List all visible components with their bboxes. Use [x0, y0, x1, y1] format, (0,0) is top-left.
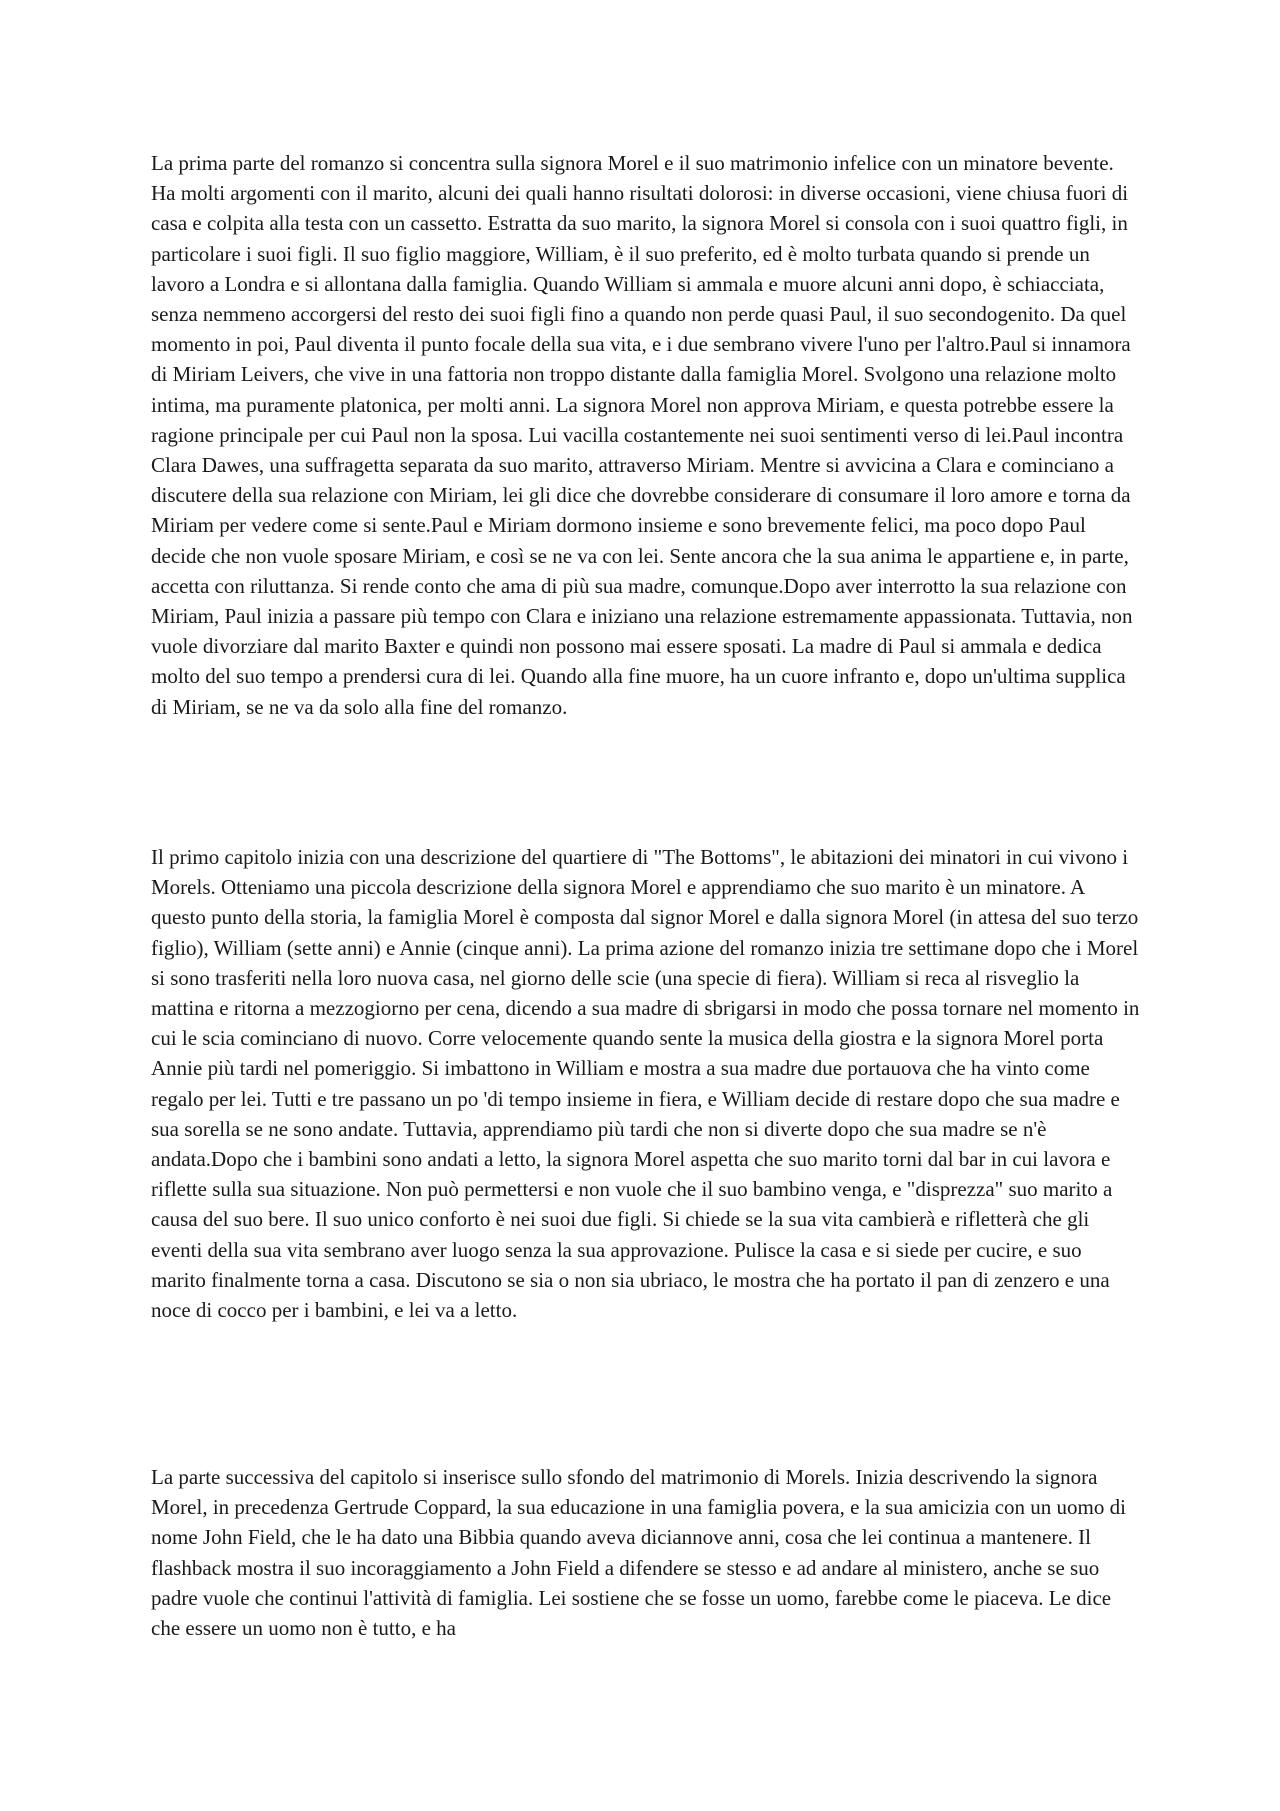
paragraph-summary: La prima parte del romanzo si concentra sulla signora Morel e il suo matrimonio infelice con un minatore bevente. Ha molti argomenti con il marito, alcuni dei quali hanno risultati dolorosi: in diverse occasioni, viene chiusa fuori di casa e colpita alla testa con un cassetto. Estratta da suo marito, la signora Morel si consola con i suoi quattro figli, in particolare i suoi figli. Il suo figlio maggiore, William, è il suo preferito, ed è molto turbata quando si prende un lavoro a Londra e si allontana dalla famiglia. Quando William si ammala e muore alcuni anni dopo, è schiacciata, senza nemmeno accorgersi del resto dei suoi figli fino a quando non perde quasi Paul, il suo secondogenito. Da quel momento in poi, Paul diventa il punto focale della sua vita, e i due sembrano vivere l'uno per l'altro.Paul si innamora di Miriam Leivers, che vive in una fattoria non troppo distante dalla famiglia Morel. Svolgono una relazione molto intima, ma puramente platonica, per molti anni. La signora Morel non approva Miriam, e questa potrebbe essere la ragione principale per cui Paul non la sposa. Lui vacilla costantemente nei suoi sentimenti verso di lei.Paul incontra Clara Dawes, una suffragetta separata da suo marito, attraverso Miriam. Mentre si avvicina a Clara e cominciano a discutere della sua relazione con Miriam, lei gli dice che dovrebbe considerare di consumare il loro amore e torna da Miriam per vedere come si sente.Paul e Miriam dormono insieme e sono brevemente felici, ma poco dopo Paul decide che non vuole sposare Miriam, e così se ne va con lei. Sente ancora che la sua anima le appartiene e, in parte, accetta con riluttanza. Si rende conto che ama di più sua madre, comunque.Dopo aver interrotto la sua relazione con Miriam, Paul inizia a passare più tempo con Clara e iniziano una relazione estremamente appassionata. Tuttavia, non vuole divorziare dal marito Baxter e quindi non possono mai essere sposati. La madre di Paul si ammala e dedica molto del suo tempo a prendersi cura di lei. Quando alla fine muore, ha un cuore infranto e, dopo un'ultima supplica di Miriam, se ne va da solo alla fine del romanzo.	[151, 151, 1133, 719]
paragraph-marriage-background: La parte successiva del capitolo si inserisce sullo sfondo del matrimonio di Morels. Inizia descrivendo la signora Morel, in precedenza Gertrude Coppard, la sua educazione in una famiglia povera, e la sua amicizia con un uomo di nome John Field, che le ha dato una Bibbia quando aveva diciannove anni, cosa che lei continua a mantenere. Il flashback mostra il suo incoraggiamento a John Field a difendere se stesso e ad andare al ministero, anche se suo padre vuole che continui l'attività di famiglia. Lei sostiene che se fosse un uomo, farebbe come le piaceva. Le dice che essere un uomo non è tutto, e ha	[151, 1465, 1126, 1641]
paragraph-first-chapter: Il primo capitolo inizia con una descrizione del quartiere di "The Bottoms", le abitazioni dei minatori in cui vivono i Morels. Otteniamo una piccola descrizione della signora Morel e apprendiamo che suo marito è un minatore. A questo punto della storia, la famiglia Morel è composta dal signor Morel e dalla signora Morel (in attesa del suo terzo figlio), William (sette anni) e Annie (cinque anni). La prima azione del romanzo inizia tre settimane dopo che i Morel si sono trasferiti nella loro nuova casa, nel giorno delle scie (una specie di fiera). William si reca al risveglio la mattina e ritorna a mezzogiorno per cena, dicendo a sua madre di sbrigarsi in modo che possa tornare nel momento in cui le scia cominciano di nuovo. Corre velocemente quando sente la musica della giostra e la signora Morel porta Annie più tardi nel pomeriggio. Si imbattono in William e mostra a sua madre due portauova che ha vinto come regalo per lei. Tutti e tre passano un po 'di tempo insieme in fiera, e William decide di restare dopo che sua madre e sua sorella se ne sono andate. Tuttavia, apprendiamo più tardi che non si diverte dopo che sua madre se n'è andata.Dopo che i bambini sono andati a letto, la signora Morel aspetta che suo marito torni dal bar in cui lavora e riflette sulla sua situazione. Non può permettersi e non vuole che il suo bambino venga, e "disprezza" suo marito a causa del suo bere. Il suo unico conforto è nei suoi due figli. Si chiede se la sua vita cambierà e rifletterà che gli eventi della sua vita sembrano aver luogo senza la sua approvazione. Pulisce la casa e si siede per cucire, e suo marito finalmente torna a casa. Discutono se sia o non sia ubriaco, le mostra che ha portato il pan di zenzero e una noce di cocco per i bambini, e lei va a letto.	[151, 845, 1140, 1323]
